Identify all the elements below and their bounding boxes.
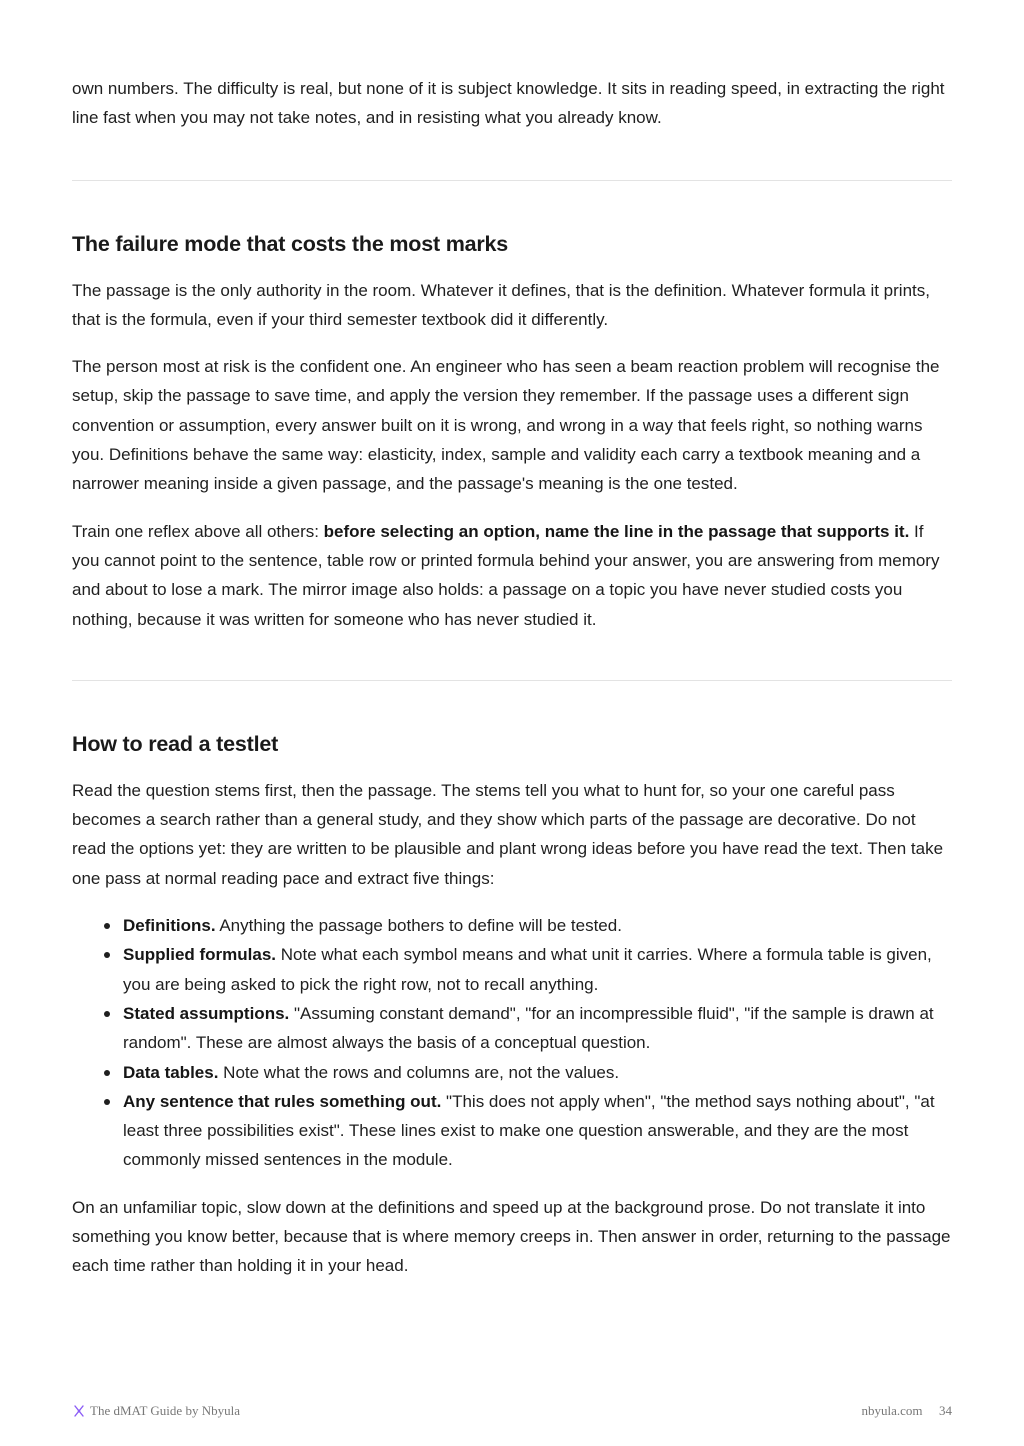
footer-brand [72,1403,240,1419]
divider [72,680,952,681]
list-item-term: Data tables. [123,1062,219,1082]
paragraph: On an unfamiliar topic, slow down at the definitions and speed up at the background prose. Do not translate it into something you know better, because that is where memory creeps in. Then answer in order, returning to the passage each time rather than holding it in your head. [72,1197,951,1276]
footer-meta [861,1403,952,1419]
bullet-icon [104,952,110,958]
page-number: 34 [939,1403,952,1418]
list-item-text: "This does not apply when", "the method says nothing about", "at least three possibilities exist". These lines exist to make one question answerable, and they are the most commonly missed sentences in the module. [123,1091,935,1170]
bullet-icon [104,923,110,929]
nbyula-logo-icon [72,1404,86,1418]
list-item-text: "Assuming constant demand", "for an incompressible fluid", "if the sample is drawn at random". These are almost always the basis of a conceptual question. [123,1003,934,1053]
list-item-term: Definitions. [123,916,216,936]
list-item [123,1087,952,1175]
paragraph: Read the question stems first, then the passage. The stems tell you what to hunt for, so your one careful pass becomes a search rather than a general study, and they show which parts of the passage are decorative. Do not read the options yet: they are written to be plausible and plant wrong ideas before you have read the text. Then take one pass at normal reading pace and extract five things: [72,780,944,888]
list-item-text: Note what each symbol means and what unit it carries. Where a formula table is given, you are being asked to pick the right row, not to recall anything. [123,945,932,994]
paragraph-lead: Train one reflex above all others: [72,521,324,541]
bullet-icon [104,1011,110,1017]
list-item [123,1058,952,1087]
section-heading-failure-mode: The failure mode that costs the most marks [72,231,509,256]
page-content [72,74,952,1281]
list-item-text: Note what the rows and columns are, not the values. [218,1062,620,1082]
list-item-term: Stated assumptions. [123,1003,290,1023]
section-heading-read-testlet: How to read a testlet [72,731,279,756]
bullet-icon [104,1099,110,1105]
paragraph [72,517,952,634]
list-item [123,911,952,940]
paragraph-rest: If you cannot point to the sentence, table row or printed formula behind your answer, you are answering from memory and about to lose a mark. The mirror image also holds: a passage on a topic you have never studied costs you nothing, because it was written for someone who has never studied it. [72,521,940,629]
list-item-term: Supplied formulas. [123,945,277,965]
list-item [123,940,952,999]
paragraph: The passage is the only authority in the room. Whatever it defines, that is the definition. Whatever formula it prints, that is the formula, even if your third semester textbook did it differently. [72,280,930,329]
list-item-text: Anything the passage bothers to define will be tested. [215,916,622,936]
paragraph: The person most at risk is the confident one. An engineer who has seen a beam reaction problem will recognise the setup, skip the passage to save time, and apply the version they remember. If the passage uses a different sign convention or assumption, every answer built on it is wrong, and wrong in a way that feels right, so nothing warns you. Definitions behave the same way: elasticity, index, sample and validity each carry a textbook meaning and a narrower meaning inside a given passage, and the passage's meaning is the one tested. [72,357,940,494]
footer-title: The dMAT Guide by Nbyula [90,1403,240,1418]
extraction-list [72,911,952,1175]
divider [72,180,952,181]
page-footer [72,1403,952,1423]
footer-site-link[interactable]: nbyula.com [861,1403,923,1418]
key-reflex-emphasis: before selecting an option, name the line in the passage that supports it. [323,521,910,541]
bullet-icon [104,1070,110,1076]
intro-paragraph: own numbers. The difficulty is real, but none of it is subject knowledge. It sits in reading speed, in extracting the right line fast when you may not take notes, and in resisting what you already know. [72,79,945,128]
list-item [123,999,952,1058]
list-item-term: Any sentence that rules something out. [123,1091,442,1111]
